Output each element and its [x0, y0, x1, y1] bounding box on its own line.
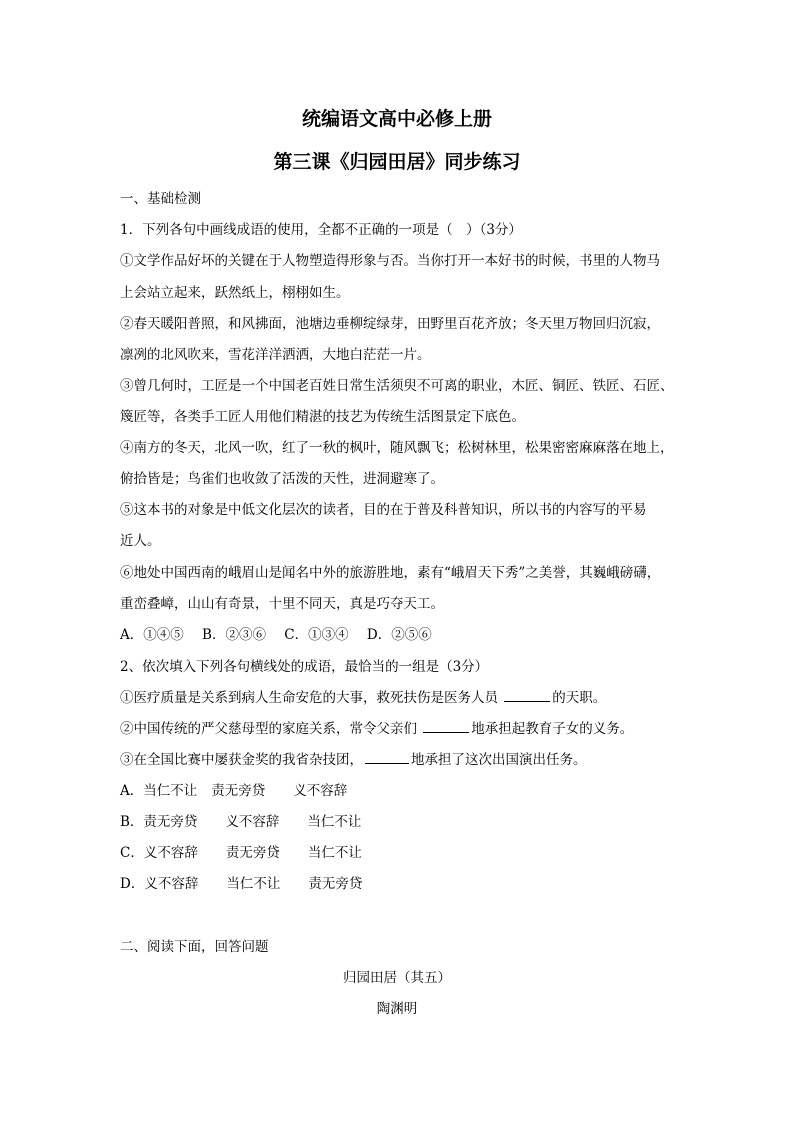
document-title: 统编语文高中必修上册 — [301, 108, 492, 130]
q1-options — [120, 623, 432, 643]
q2-s2-after: 地承担起教育子女的义务。 — [471, 721, 634, 737]
q1-line-10: 近人。 — [120, 533, 161, 549]
option-term: 义不容辞 — [143, 845, 198, 861]
q1-line-12: 重峦叠嶂，山山有奇景，十里不同天，真是巧夺天工。 — [120, 596, 444, 612]
option-term: 义不容辞 — [144, 876, 199, 892]
fill-blank[interactable] — [504, 689, 550, 702]
q2-s2-before: ②中国传统的严父慈母型的家庭关系，常令父亲们 — [120, 721, 417, 737]
q1-option-d[interactable]: D．②⑤⑥ — [366, 627, 432, 643]
q2-option-a[interactable] — [120, 779, 347, 799]
option-term: 当仁不让 — [307, 845, 362, 861]
q1-line-5: ③曾几何时，工匠是一个中国老百姓日常生活须臾不可离的职业，木匠、铜匠、铁匠、石匠、 — [120, 378, 674, 394]
q1-option-c[interactable]: C．①③④ — [284, 627, 349, 643]
fill-blank[interactable] — [365, 751, 409, 764]
section1-heading: 一、基础检测 — [120, 191, 201, 207]
q1-stem: 1．下列各句中画线成语的使用，全都不正确的一项是（ ）（3分） — [120, 222, 522, 238]
option-term: 当仁不让 — [307, 814, 362, 830]
q1-line-6: 篾匠等，各类手工匠人用他们精湛的技艺为传统生活图景定下底色。 — [120, 409, 525, 425]
q1-line-11: ⑥地处中国西南的峨眉山是闻名中外的旅游胜地，素有“峨眉天下秀”之美誉，其巍峨磅礴， — [120, 565, 661, 581]
fill-blank[interactable] — [423, 720, 469, 733]
q1-option-b[interactable]: B．②③⑥ — [202, 627, 266, 643]
option-letter: D． — [120, 876, 145, 892]
poem-author: 陶渊明 — [376, 1001, 418, 1017]
q2-sentence-3 — [120, 748, 587, 768]
q1-line-9: ⑤这本书的对象是中低文化层次的读者，目的在于普及科普知识，所以书的内容写的平易 — [120, 502, 647, 518]
option-letter: B． — [120, 814, 144, 830]
q2-sentence-2 — [120, 717, 633, 737]
q2-option-c[interactable] — [120, 841, 362, 861]
q1-line-8: 俯拾皆是；鸟雀们也收敛了活泼的天性，进洞避寒了。 — [120, 471, 444, 487]
option-letter: C． — [120, 845, 144, 861]
option-term: 义不容辞 — [293, 783, 348, 799]
option-term: 当仁不让 — [226, 876, 281, 892]
q1-line-1: ①文学作品好坏的关键在于人物塑造得形象与否。当你打开一本好书的时候，书里的人物马 — [120, 253, 660, 269]
document-subtitle: 第三课《归园田居》同步练习 — [273, 151, 521, 173]
option-letter: A． — [120, 783, 144, 799]
q1-line-4: 凛冽的北风吹来，雪花洋洋洒洒，大地白茫茫一片。 — [120, 347, 431, 363]
option-term: 当仁不让 — [143, 783, 198, 799]
q2-sentence-1 — [120, 686, 606, 706]
q2-s3-before: ③在全国比赛中屡获金奖的我省杂技团， — [120, 752, 363, 768]
q1-option-a[interactable]: A．①④⑤ — [120, 627, 184, 643]
option-term: 责无旁贷 — [143, 814, 198, 830]
q1-line-7: ④南方的冬天，北风一吹，红了一秋的枫叶，随风飘飞；松树林里，松果密密麻麻落在地上， — [120, 440, 674, 456]
q2-s1-after: 的天职。 — [552, 690, 607, 706]
section2-heading: 二、阅读下面，回答问题 — [120, 939, 269, 955]
option-term: 义不容辞 — [225, 814, 280, 830]
q2-s3-after: 地承担了这次出国演出任务。 — [411, 752, 587, 768]
q1-line-3: ②春天暖阳普照，和风拂面，池塘边垂柳绽绿芽，田野里百花齐放；冬天里万物回归沉寂， — [120, 316, 660, 332]
q2-s1-before: ①医疗质量是关系到病人生命安危的大事，救死扶伤是医务人员 — [120, 690, 498, 706]
option-term: 责无旁贷 — [308, 876, 363, 892]
q2-option-b[interactable] — [120, 810, 361, 830]
q2-stem: 2、依次填入下列各句横线处的成语，最恰当的一组是（3分） — [120, 659, 489, 675]
option-term: 责无旁贷 — [211, 783, 266, 799]
q1-line-2: 上会站立起来，跃然纸上，栩栩如生。 — [120, 285, 350, 301]
q2-option-d[interactable] — [120, 872, 362, 892]
option-term: 责无旁贷 — [225, 845, 280, 861]
poem-title: 归园田居（其五） — [343, 970, 451, 986]
